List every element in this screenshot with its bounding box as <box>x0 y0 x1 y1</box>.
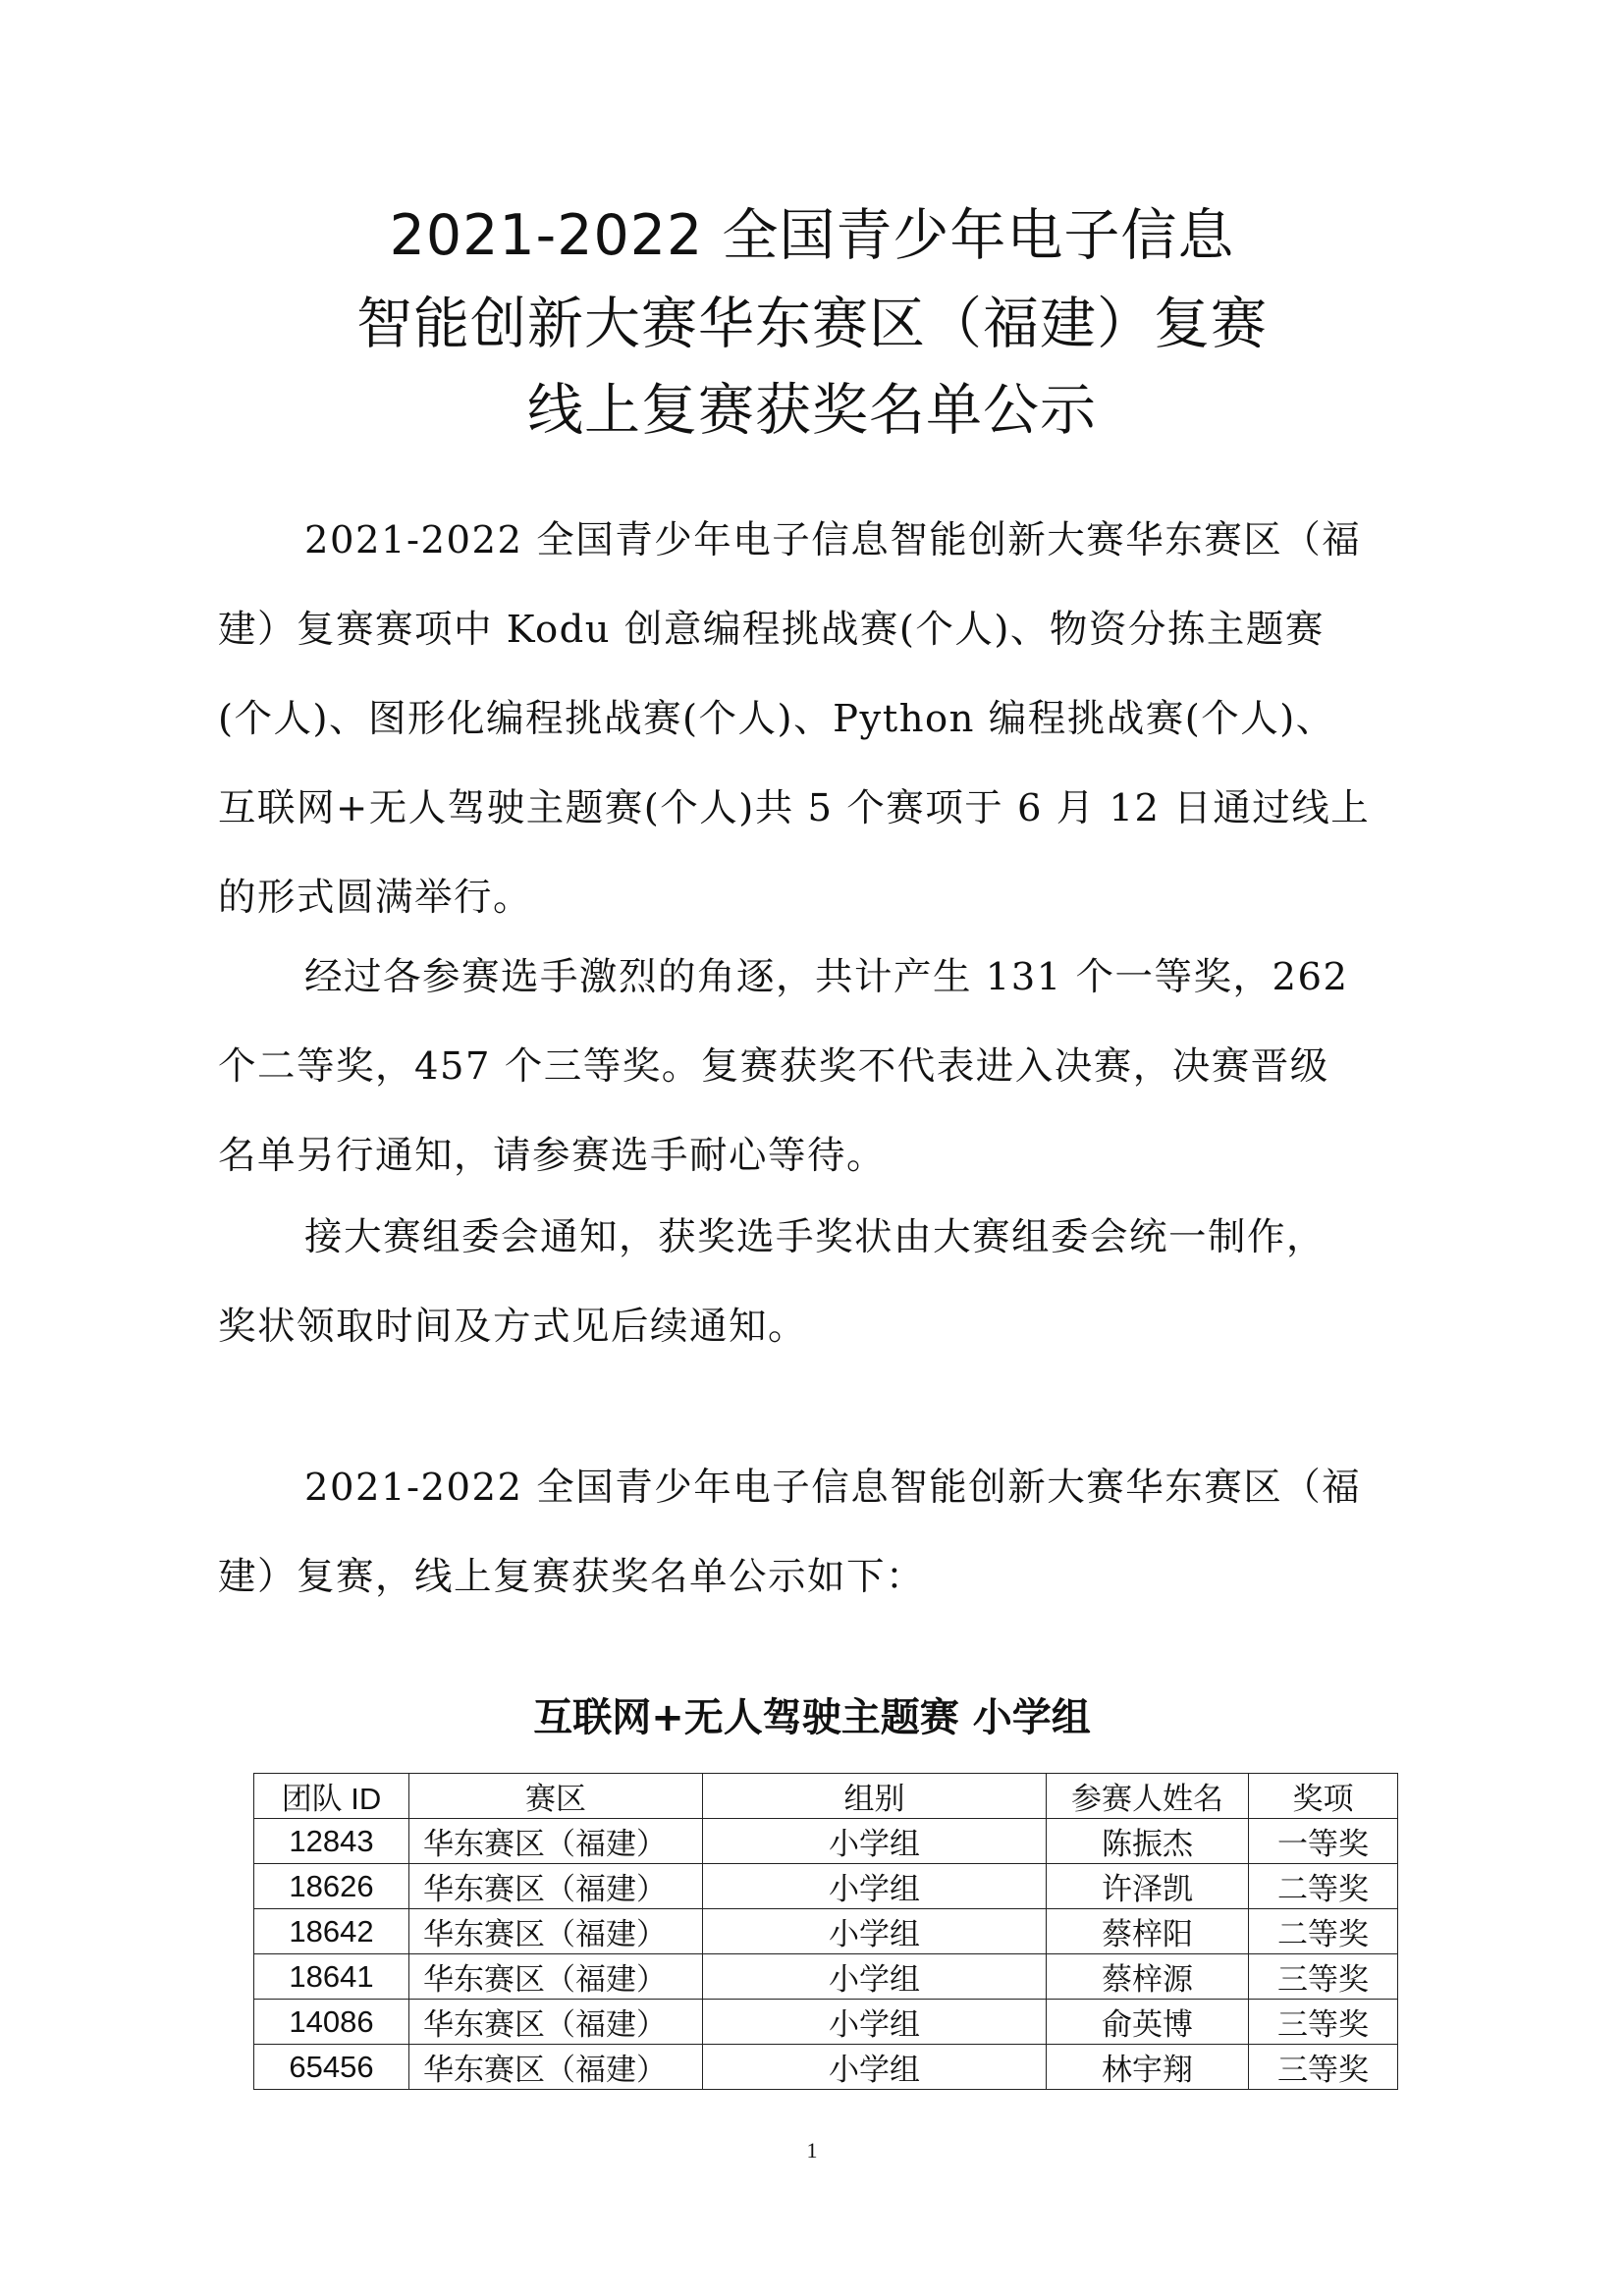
cell-group: 小学组 <box>703 2045 1047 2090</box>
cell-participant: 许泽凯 <box>1047 1864 1249 1909</box>
document-title-line-2: 智能创新大赛华东赛区（福建）复赛 <box>356 292 1268 356</box>
cell-region: 华东赛区（福建） <box>409 1909 703 1954</box>
paragraph-certificates <box>218 1193 1426 1371</box>
paragraph-intro <box>218 496 1426 942</box>
column-header-region: 赛区 <box>409 1774 703 1819</box>
cell-group: 小学组 <box>703 1954 1047 2000</box>
cell-participant: 蔡梓源 <box>1047 1954 1249 2000</box>
cell-region: 华东赛区（福建） <box>409 1864 703 1909</box>
cell-participant: 俞英博 <box>1047 2000 1249 2045</box>
document-title-line-3: 线上复赛获奖名单公示 <box>527 378 1097 443</box>
table-row <box>254 1864 1398 1909</box>
cell-award: 二等奖 <box>1249 1864 1398 1909</box>
cell-region: 华东赛区（福建） <box>409 2045 703 2090</box>
paragraph-line: 建）复赛，线上复赛获奖名单公示如下： <box>218 1555 926 1599</box>
column-header-award: 奖项 <box>1249 1774 1398 1819</box>
cell-team-id: 14086 <box>254 2000 409 2045</box>
table-row <box>254 1819 1398 1864</box>
paragraph-list-intro <box>218 1443 1426 1622</box>
paragraph-line: 名单另行通知，请参赛选手耐心等待。 <box>218 1134 887 1178</box>
cell-group: 小学组 <box>703 1819 1047 1864</box>
cell-award: 二等奖 <box>1249 1909 1398 1954</box>
table-title: 互联网+无人驾驶主题赛 小学组 <box>533 1695 1091 1740</box>
paragraph-line: 接大赛组委会通知，获奖选手奖状由大赛组委会统一制作， <box>304 1215 1326 1259</box>
cell-award: 三等奖 <box>1249 2000 1398 2045</box>
table-row <box>254 1954 1398 2000</box>
cell-award: 三等奖 <box>1249 2045 1398 2090</box>
paragraph-line: (个人)、图形化编程挑战赛(个人)、Python 编程挑战赛(个人)、 <box>218 697 1335 741</box>
cell-group: 小学组 <box>703 1909 1047 1954</box>
cell-participant: 林宇翔 <box>1047 2045 1249 2090</box>
column-header-participant: 参赛人姓名 <box>1047 1774 1249 1819</box>
column-header-group: 组别 <box>703 1774 1047 1819</box>
cell-award: 三等奖 <box>1249 1954 1398 2000</box>
table-row <box>254 2000 1398 2045</box>
cell-region: 华东赛区（福建） <box>409 2000 703 2045</box>
cell-group: 小学组 <box>703 2000 1047 2045</box>
cell-team-id: 18626 <box>254 1864 409 1909</box>
cell-team-id: 65456 <box>254 2045 409 2090</box>
cell-region: 华东赛区（福建） <box>409 1819 703 1864</box>
table-row <box>254 1909 1398 1954</box>
page-number: 1 <box>806 2138 818 2163</box>
cell-participant: 蔡梓阳 <box>1047 1909 1249 1954</box>
cell-participant: 陈振杰 <box>1047 1819 1249 1864</box>
paragraph-line: 的形式圆满举行。 <box>218 876 533 920</box>
table-row <box>254 2045 1398 2090</box>
cell-award: 一等奖 <box>1249 1819 1398 1864</box>
paragraph-line: 2021-2022 全国青少年电子信息智能创新大赛华东赛区（福 <box>304 518 1362 562</box>
cell-region: 华东赛区（福建） <box>409 1954 703 2000</box>
awards-table <box>253 1773 1398 2090</box>
column-header-team-id: 团队 ID <box>254 1774 409 1819</box>
cell-team-id: 12843 <box>254 1819 409 1864</box>
table-header-row <box>254 1774 1398 1819</box>
cell-team-id: 18641 <box>254 1954 409 2000</box>
paragraph-line: 互联网+无人驾驶主题赛(个人)共 5 个赛项于 6 月 12 日通过线上 <box>218 786 1371 830</box>
paragraph-results <box>218 933 1426 1201</box>
paragraph-line: 个二等奖，457 个三等奖。复赛获奖不代表进入决赛，决赛晋级 <box>218 1044 1329 1089</box>
cell-group: 小学组 <box>703 1864 1047 1909</box>
paragraph-line: 经过各参赛选手激烈的角逐，共计产生 131 个一等奖，262 <box>304 955 1349 999</box>
paragraph-line: 奖状领取时间及方式见后续通知。 <box>218 1305 808 1349</box>
cell-team-id: 18642 <box>254 1909 409 1954</box>
document-title-line-1: 2021-2022 全国青少年电子信息 <box>389 203 1235 268</box>
paragraph-line: 建）复赛赛项中 Kodu 创意编程挑战赛(个人)、物资分拣主题赛 <box>218 608 1325 652</box>
paragraph-line: 2021-2022 全国青少年电子信息智能创新大赛华东赛区（福 <box>304 1466 1362 1510</box>
